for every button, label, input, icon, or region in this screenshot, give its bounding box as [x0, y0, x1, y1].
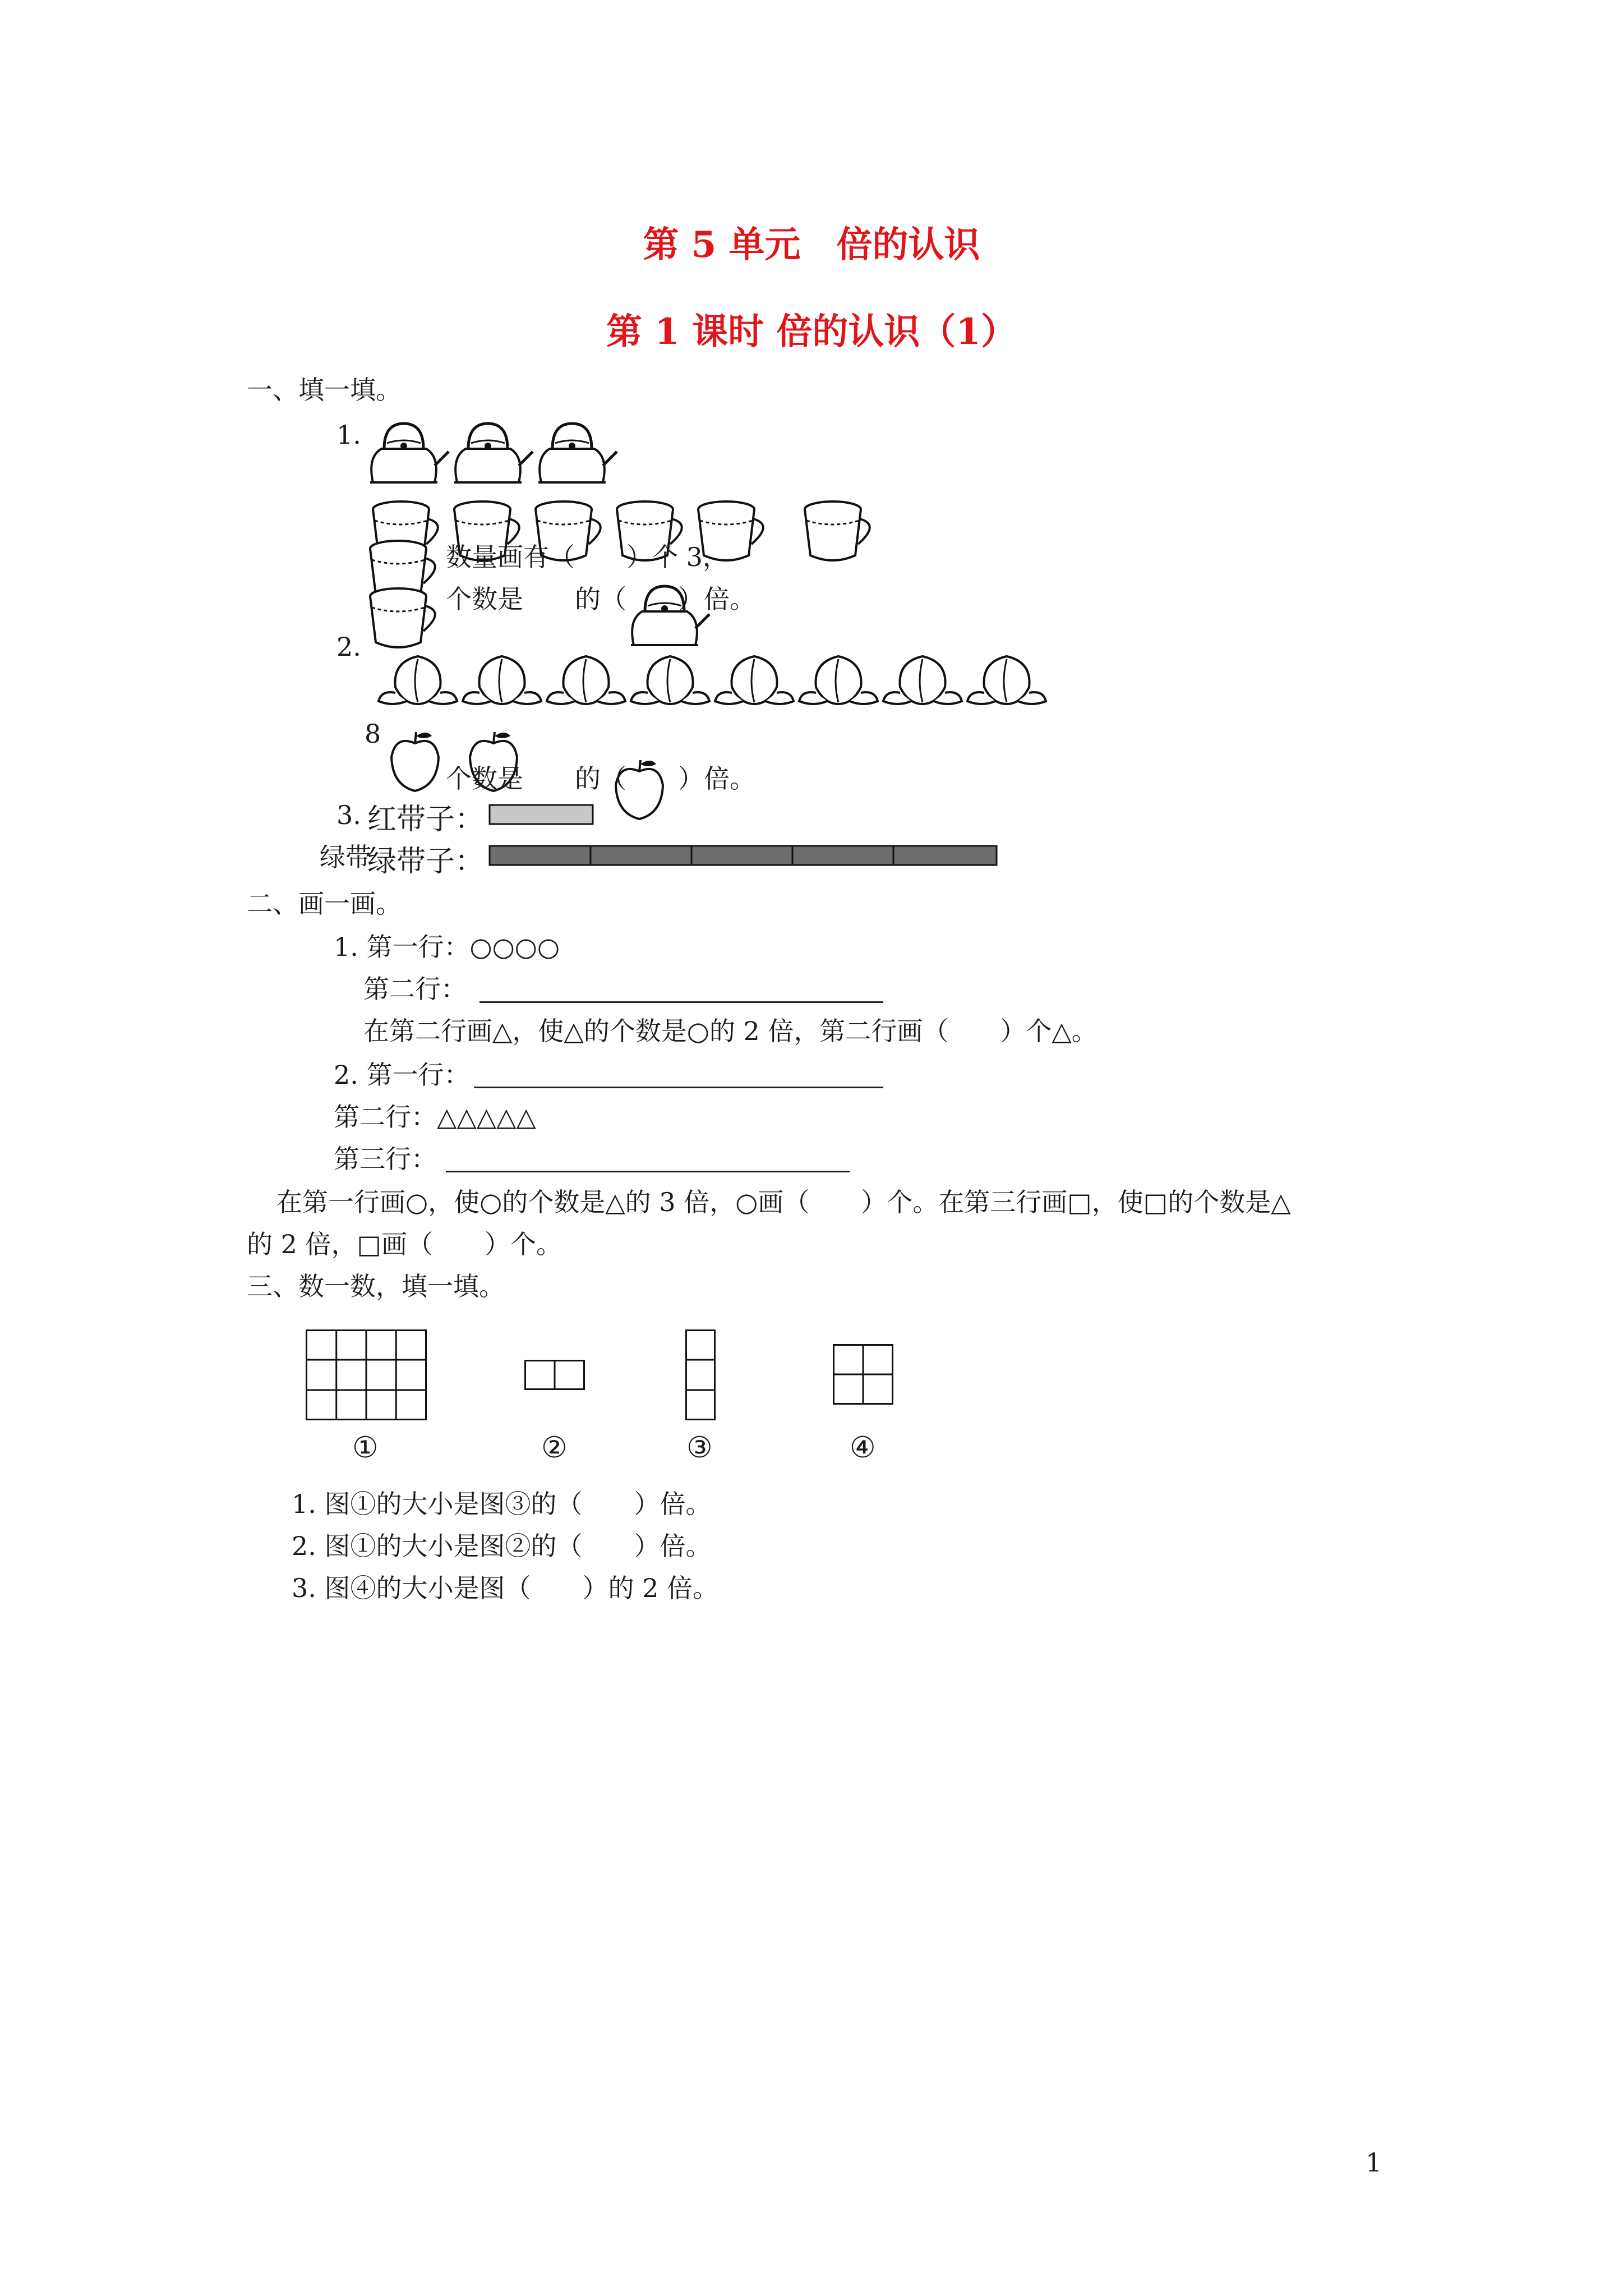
red-ribbon — [489, 804, 593, 826]
cup-icon — [805, 501, 870, 560]
peach-icon — [463, 656, 541, 704]
cup-icon — [370, 588, 435, 647]
q2-line1: 8 — [365, 719, 381, 749]
s2-q1-answer-line[interactable] — [479, 1001, 883, 1003]
lesson-title: 第 1 课时 倍的认识（1） — [606, 311, 1017, 353]
peach-icon — [379, 656, 457, 704]
peach-icon — [967, 656, 1046, 704]
figure-2-grid — [524, 1360, 585, 1390]
unit-title: 第 5 单元 倍的认识 — [643, 224, 980, 266]
green-ribbon-segment — [893, 846, 997, 865]
peach-icon — [715, 656, 794, 704]
s2-q1-row1: 1. 第一行：○○○○ — [334, 932, 560, 962]
green-ribbon-segment — [490, 846, 591, 865]
section1-heading: 一、填一填。 — [247, 375, 402, 405]
kettle-icon — [454, 424, 533, 482]
figure-3-label: ③ — [686, 1431, 713, 1465]
s2-q2-instruction2: 的 2 倍，□画（ ）个。 — [247, 1229, 562, 1259]
figure-2-label: ② — [541, 1431, 568, 1465]
s3-q1: 1. 图①的大小是图③的（ ）倍。 — [292, 1489, 712, 1519]
kettle-icon — [370, 424, 449, 482]
s2-q2-row2: 第二行：△△△△△ — [334, 1102, 536, 1132]
section3-heading: 三、数一数，填一填。 — [247, 1271, 505, 1301]
q1-line2: 个数是 的（ ）倍。 — [446, 584, 755, 614]
green-ribbon — [489, 845, 998, 867]
kettle-icon — [538, 424, 617, 482]
figure-4-grid — [833, 1344, 893, 1405]
peach-icon — [883, 656, 962, 704]
red-ribbon-label: 红带子： — [367, 803, 485, 836]
kettle-icon — [631, 586, 709, 645]
green-ribbon-segment — [792, 846, 893, 865]
peaches-row — [376, 651, 1049, 712]
green-ribbon-segment — [691, 846, 792, 865]
s2-q1-instruction: 在第二行画△，使△的个数是○的 2 倍，第二行画（ ）个△。 — [363, 1016, 1098, 1046]
green-ribbon-label: 绿带子： — [367, 845, 485, 878]
q3-number: 3. — [336, 800, 361, 830]
s2-q2-instruction1: 在第一行画○，使○的个数是△的 3 倍，○画（ ）个。在第三行画□，使□的个数是△ — [276, 1187, 1291, 1217]
peach-icon — [799, 656, 878, 704]
page-number: 1 — [1366, 2147, 1382, 2178]
cups-stack — [367, 539, 440, 651]
s2-q2-row3: 第三行： — [334, 1144, 437, 1174]
green-ribbon-segment — [591, 846, 691, 865]
peach-icon — [547, 656, 625, 704]
figure-1-grid — [306, 1329, 427, 1420]
s2-q2-row1: 2. 第一行： — [334, 1060, 470, 1090]
green-ribbon-left-text: 绿带 — [320, 842, 371, 872]
q1-number: 1. — [336, 420, 361, 450]
q2-number: 2. — [336, 632, 361, 662]
s2-q2-row1-answer-line[interactable] — [474, 1087, 883, 1088]
figure-1-label: ① — [352, 1431, 379, 1465]
kettles-row — [365, 418, 623, 491]
s3-q2: 2. 图①的大小是图②的（ ）倍。 — [292, 1531, 712, 1561]
s2-q1-row2: 第二行： — [363, 974, 467, 1004]
figure-4-label: ④ — [850, 1431, 876, 1465]
section2-heading: 二、画一画。 — [247, 889, 402, 919]
apple-icon — [391, 732, 439, 791]
q2-line2: 个数是 的（ ）倍。 — [446, 763, 755, 794]
q1-line1: 数量画有（ ）个 3， — [446, 542, 728, 572]
kettle-inline — [625, 581, 715, 654]
s2-q2-row3-answer-line[interactable] — [446, 1171, 850, 1172]
peach-icon — [631, 656, 709, 704]
figure-3-grid — [685, 1329, 716, 1420]
s3-q3: 3. 图④的大小是图（ ）的 2 倍。 — [292, 1573, 719, 1603]
red-ribbon-segment — [490, 805, 593, 824]
